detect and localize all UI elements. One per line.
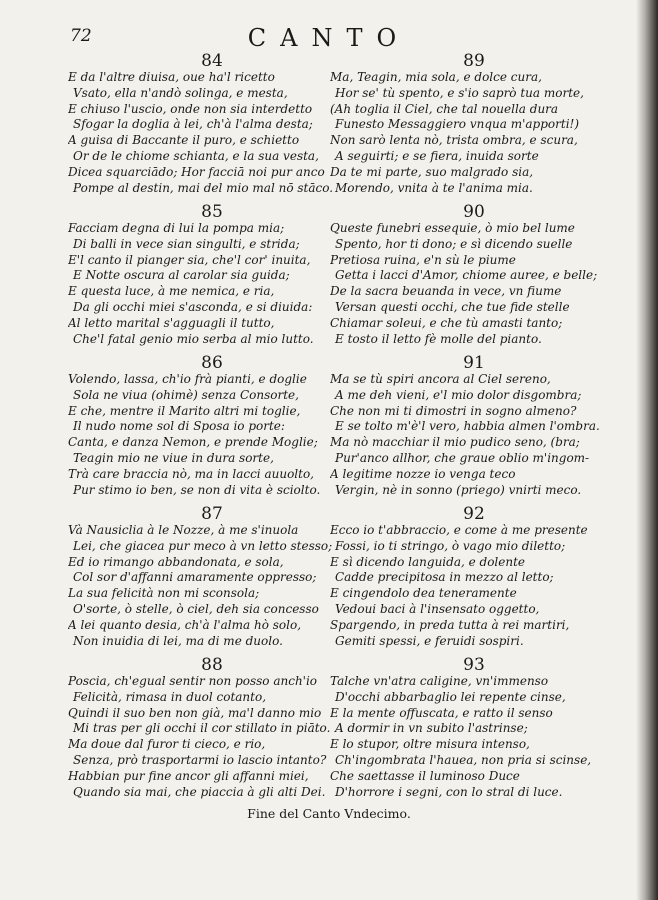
stanza xyxy=(68,354,364,505)
verse-line: Queste funebri essequie, ò mio bel lume xyxy=(330,221,575,235)
verse-line: Funesto Messaggiero vnqua m'apporti!) xyxy=(335,117,580,132)
verse-line: De la sacra beuanda in vece, vn fiume xyxy=(330,284,562,299)
verse-line: Vergin, nè in sonno (priego) vnirti meco. xyxy=(335,482,582,497)
verse-line: Da gli occhi miei s'asconda, e si diuida: xyxy=(73,299,313,314)
verse-line: Trà care braccia nò, ma in lacci auuolto, xyxy=(68,466,314,481)
verse-line: Canta, e danza Nemon, e prende Moglie; xyxy=(68,435,318,450)
verse-line: Or de le chiome schianta, e la sua vesta, xyxy=(73,148,319,163)
verse-line: Spargendo, in preda tutta à rei martiri, xyxy=(330,617,570,632)
verse-line: Vsato, ella n'andò solinga, e mesta, xyxy=(73,85,288,100)
verse-line: O'sorte, ò stelle, ò ciel, deh sia concesso xyxy=(73,601,319,616)
verse-line: Ed io rimango abbandonata, e sola, xyxy=(68,554,284,569)
verse-line: Facciam degna di lui la pompa mia; xyxy=(68,221,285,235)
stanza xyxy=(68,505,364,656)
verse-line: Ecco io t'abbraccio, e come à me presente xyxy=(330,523,588,537)
right-column xyxy=(330,52,626,807)
verse-line: Di balli in vece sian singulti, e strida; xyxy=(73,236,300,251)
verse-line: Ch'ingombrata l'hauea, non pria si scinse, xyxy=(335,752,592,767)
verse-line: Che'l fatal genio mio serba al mio lutto. xyxy=(73,331,314,346)
verse-line: Quindi il suo ben non già, ma'l danno mio xyxy=(68,705,322,720)
verse-line: Và Nausiclia à le Nozze, à me s'inuola xyxy=(68,523,299,537)
verse-line: Fossi, io ti stringo, ò vago mio diletto; xyxy=(335,538,566,553)
verse-line: Chiamar soleui, e che tù amasti tanto; xyxy=(330,315,563,330)
verse-line: Pur stimo io ben, se non di vita è sciolto. xyxy=(73,482,321,497)
verse-line: E da l'altre diuisa, oue ha'l ricetto xyxy=(68,70,275,84)
stanza xyxy=(330,52,626,203)
verse-line: D'occhi abbarbaglio lei repente cinse, xyxy=(335,689,566,704)
verse-line: Dicea squarciādo; Hor facciā noi pur anco xyxy=(68,164,325,179)
verse-line: (Ah toglia il Ciel, che tal nouella dura xyxy=(330,101,559,116)
verse-line: E che, mentre il Marito altri mi toglie, xyxy=(68,403,301,418)
verse-line: Che non mi ti dimostri in sogno almeno? xyxy=(330,403,577,418)
verse-line: Pur'anco allhor, che graue oblio m'ingom- xyxy=(335,450,590,465)
verse-line: E questa luce, à me nemica, e ria, xyxy=(68,284,275,299)
verse-line: Morendo, vnita à te l'anima mia. xyxy=(335,180,533,195)
stanza-number: 93 xyxy=(463,655,485,675)
stanza-number: 85 xyxy=(201,202,223,222)
verse-line: Vedoui baci à l'insensato oggetto, xyxy=(335,601,540,616)
verse-line: A legitime nozze io venga teco xyxy=(330,466,516,481)
verse-line: Talche vn'atra caligine, vn'immenso xyxy=(330,674,549,688)
verse-line: A dormir in vn subito l'astrinse; xyxy=(335,721,528,736)
verse-line: Hor se' tù spento, e s'io saprò tua morte, xyxy=(335,85,584,100)
verse-line: Ma, Teagin, mia sola, e dolce cura, xyxy=(330,70,542,84)
verse-line: Teagin mio ne viue in dura sorte, xyxy=(73,450,274,465)
stanza xyxy=(330,505,626,656)
verse-line: E lo stupor, oltre misura intenso, xyxy=(330,737,530,752)
verse-line: Al letto marital s'agguagli il tutto, xyxy=(68,315,275,330)
stanza xyxy=(68,203,364,354)
canto-end-note: Fine del Canto Vndecimo. xyxy=(247,806,411,821)
stanza-number: 86 xyxy=(201,353,223,373)
verse-line: E sì dicendo languida, e dolente xyxy=(330,554,526,569)
verse-line: E la mente offuscata, e ratto il senso xyxy=(330,705,553,720)
left-column xyxy=(68,52,364,807)
verse-line: Habbian pur fine ancor gli affanni miei, xyxy=(68,768,309,783)
verse-line: Ma nò macchiar il mio pudico seno, (bra; xyxy=(330,435,580,450)
page-title: CANTO xyxy=(247,24,411,52)
verse-line: E se tolto m'è'l vero, habbia almen l'ombra. xyxy=(335,419,600,434)
verse-line: E Notte oscura al carolar sia guida; xyxy=(73,268,290,283)
stanza xyxy=(330,354,626,505)
stanza-number: 90 xyxy=(463,202,485,222)
verse-line: A guisa di Baccante il puro, e schietto xyxy=(68,133,300,148)
verse-line: E cingendolo dea teneramente xyxy=(330,586,517,601)
verse-line: A me deh vieni, e'l mio dolor disgombra; xyxy=(335,387,582,402)
verse-line: Cadde precipitosa in mezzo al letto; xyxy=(335,570,554,585)
verse-line: Non inuidia di lei, ma di me duolo. xyxy=(73,633,283,648)
verse-line: Senza, prò trasportarmi io lascio intanto? xyxy=(73,752,327,767)
verse-line: Il nudo nome sol di Sposa io porte: xyxy=(73,419,285,434)
verse-line: Spento, hor ti dono; e sì dicendo suelle xyxy=(335,236,573,251)
verse-line: E chiuso l'uscio, onde non sia interdetto xyxy=(68,101,313,116)
verse-line: Quando sia mai, che piaccia à gli alti Dei. xyxy=(73,784,326,799)
verse-line: Lei, che giacea pur meco à vn letto stesso; xyxy=(73,538,333,553)
stanza-number: 87 xyxy=(201,504,223,524)
stanza-number: 88 xyxy=(201,655,223,675)
verse-line: E tosto il letto fè molle del pianto. xyxy=(335,331,542,346)
verse-line: Sola ne viua (ohimè) senza Consorte, xyxy=(73,387,299,402)
verse-line: Poscia, ch'egual sentir non posso anch'io xyxy=(68,674,318,688)
verse-line: Versan questi occhi, che tue fide stelle xyxy=(335,299,570,314)
page-number: 72 xyxy=(70,26,92,46)
verse-line: Da te mi parte, suo malgrado sia, xyxy=(330,164,534,179)
verse-line: Ma doue dal furor ti cieco, e rio, xyxy=(68,737,266,752)
verse-line: Pompe al destin, mai del mio mal nō stāco. xyxy=(73,180,334,195)
verse-line: Pretiosa ruina, e'n sù le piume xyxy=(330,252,516,267)
verse-line: Getta i lacci d'Amor, chiome auree, e belle; xyxy=(335,268,598,283)
stanza-number: 84 xyxy=(201,51,223,71)
stanza-number: 92 xyxy=(463,504,485,524)
verse-line: La sua felicità non mi sconsola; xyxy=(68,586,260,601)
verse-line: A seguirti; e se fiera, inuida sorte xyxy=(335,148,539,163)
verse-line: Non sarò lenta nò, trista ombra, e scura, xyxy=(330,133,578,148)
verse-line: D'horrore i segni, con lo stral di luce. xyxy=(335,784,563,799)
page-binding-shadow xyxy=(636,0,658,900)
stanza xyxy=(68,52,364,203)
stanza xyxy=(68,656,364,807)
verse-line: A lei quanto desia, ch'à l'alma hò solo, xyxy=(68,617,302,632)
verse-line: Che saettasse il luminoso Duce xyxy=(330,768,520,783)
verse-line: E'l canto il pianger sia, che'l cor' inuita, xyxy=(68,252,311,267)
stanza-number: 91 xyxy=(463,353,485,373)
verse-line: Ma se tù spiri ancora al Ciel sereno, xyxy=(330,372,551,386)
verse-line: Sfogar la doglia à lei, ch'à l'alma desta; xyxy=(73,117,313,132)
verse-line: Mi tras per gli occhi il cor stillato in piāto. xyxy=(73,721,331,736)
verse-line: Gemiti spessi, e feruidi sospiri. xyxy=(335,633,524,648)
verse-line: Felicità, rimasa in duol cotanto, xyxy=(73,689,267,704)
verse-line: Col sor d'affanni amaramente oppresso; xyxy=(73,570,317,585)
stanza-number: 89 xyxy=(463,51,485,71)
stanza xyxy=(330,656,626,807)
verse-line: Volendo, lassa, ch'io frà pianti, e doglie xyxy=(68,372,307,386)
stanza xyxy=(330,203,626,354)
